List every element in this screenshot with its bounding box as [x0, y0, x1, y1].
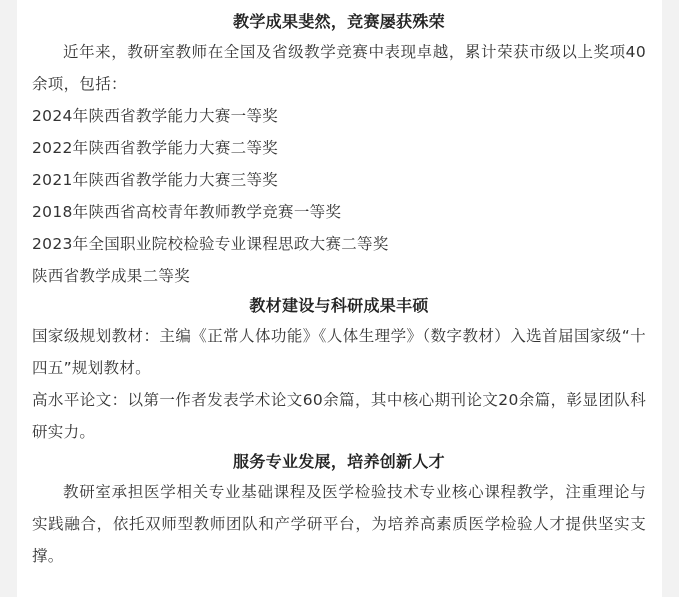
- section-heading-teaching-achievements: 教学成果斐然，竞赛屡获殊荣: [233, 12, 445, 31]
- service-paragraph: 教研室承担医学相关专业基础课程及医学检验技术专业核心课程教学，注重理论与实践融合，依托双师型教师团队和产学研平台，为培养高素质医学检验人才提供坚实支撑。: [32, 483, 646, 565]
- section-intro-paragraph: 近年来，教研室教师在全国及省级教学竞赛中表现卓越，累计荣获市级以上奖项40余项，包括：: [32, 43, 646, 93]
- article-content: [17, 0, 662, 597]
- section-heading-textbooks-research: 教材建设与科研成果丰硕: [249, 296, 429, 315]
- award-item: 2022年陕西省教学能力大赛二等奖: [32, 139, 279, 157]
- papers-paragraph: 高水平论文：以第一作者发表学术论文60余篇，其中核心期刊论文20余篇，彰显团队科研实力。: [32, 391, 646, 441]
- section-heading-talent-cultivation: 服务专业发展，培养创新人才: [233, 452, 445, 471]
- award-item: 2021年陕西省教学能力大赛三等奖: [32, 171, 279, 189]
- award-item: 2023年全国职业院校检验专业课程思政大赛二等奖: [32, 235, 389, 253]
- textbook-paragraph: 国家级规划教材：主编《正常人体功能》《人体生理学》（数字教材）入选首届国家级“十四五”规划教材。: [32, 327, 646, 377]
- award-item: 2024年陕西省教学能力大赛一等奖: [32, 107, 279, 125]
- award-item: 2018年陕西省高校青年教师教学竞赛一等奖: [32, 203, 342, 221]
- award-item: 陕西省教学成果二等奖: [32, 267, 191, 285]
